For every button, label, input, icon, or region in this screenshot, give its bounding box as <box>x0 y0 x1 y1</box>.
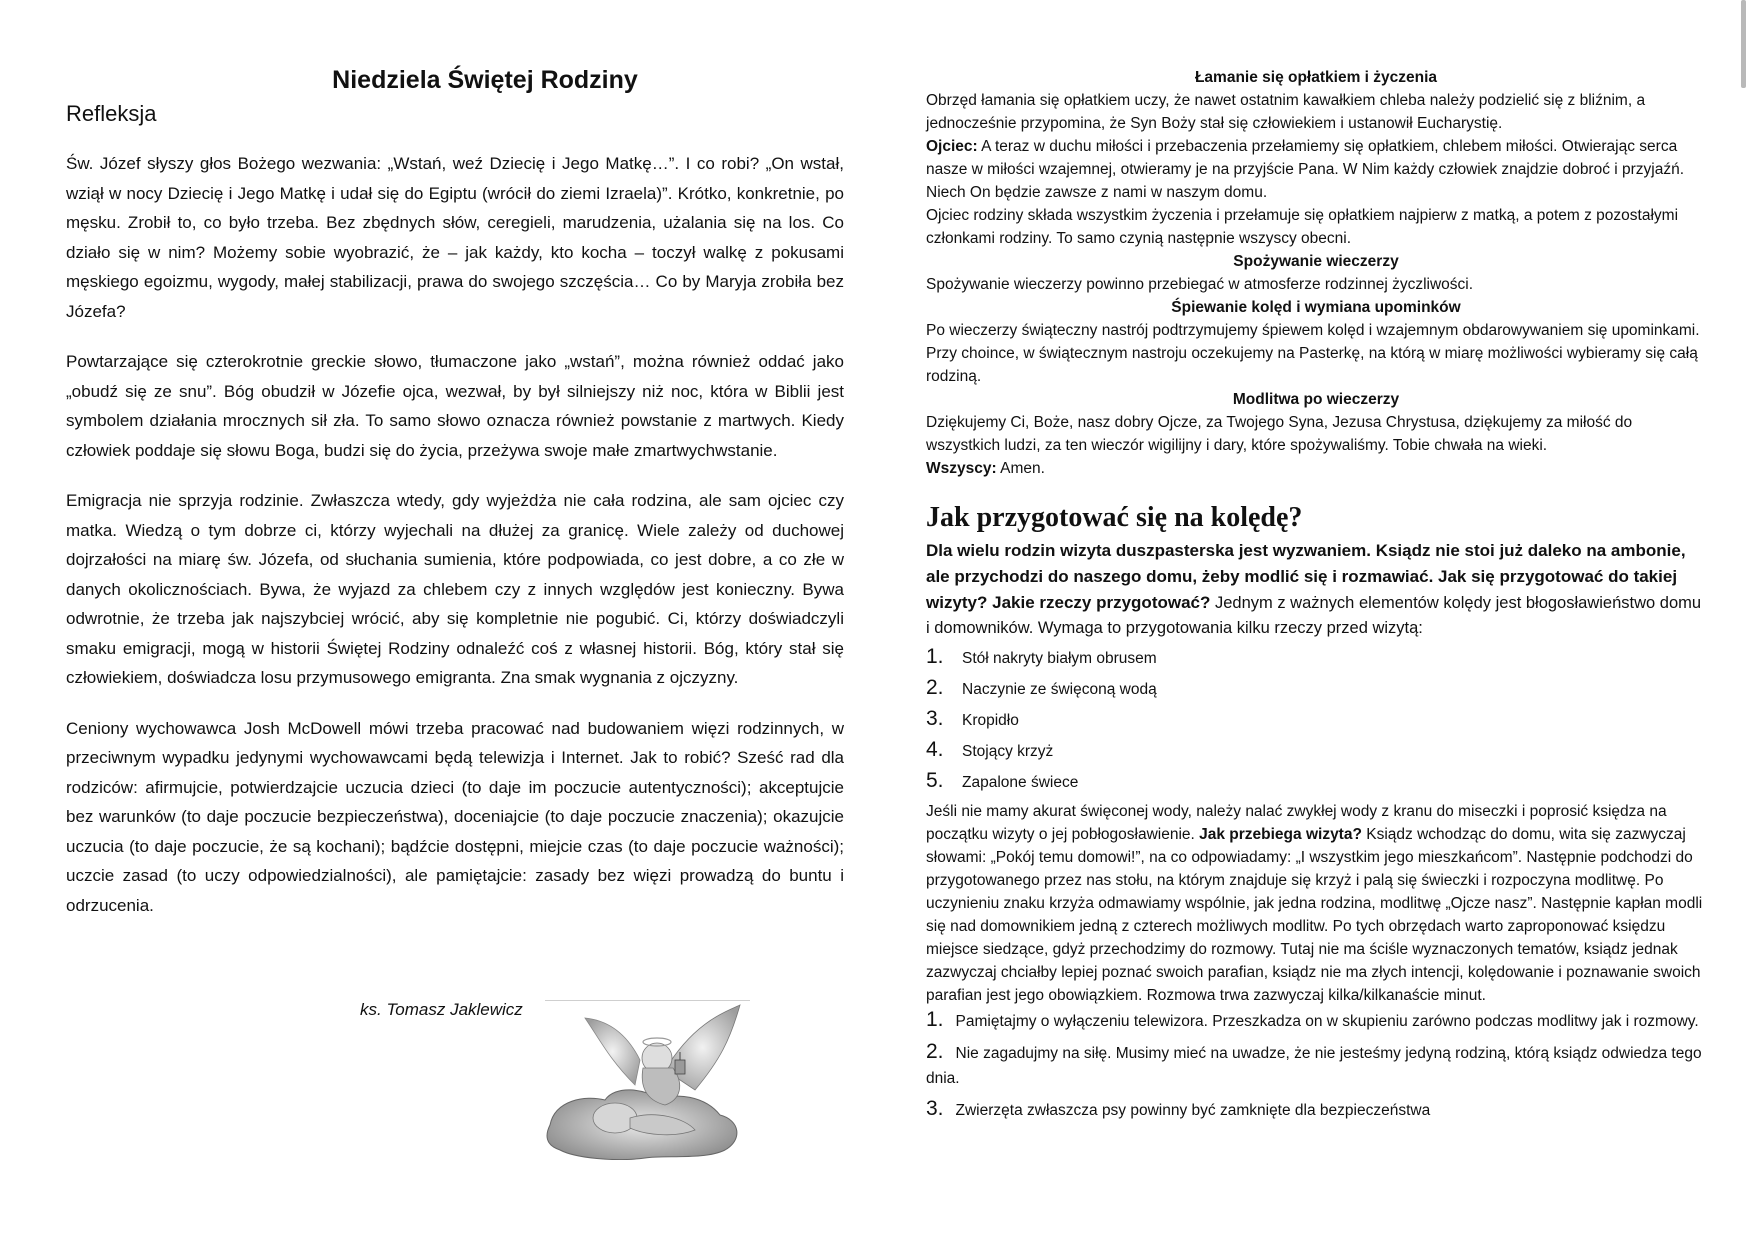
heading-koledy: Śpiewanie kolęd i wymiana upominków <box>1171 299 1461 316</box>
list-item-text: Kropidło <box>962 712 1019 729</box>
list-item <box>926 707 1706 738</box>
article-lead <box>926 538 1706 641</box>
paragraph-2: Powtarzające się czterokrotnie greckie słowo, tłumaczone jako „wstań”, można również oddać jako „obudź się ze snu”. Bóg obudził w Józefie ojca, wezwał, by był silniejszy niż noc, która w Biblii jest symbolem działania mrocznych sił zła. To samo słowo oznacza również powstanie z martwych. Kiedy człowiek poddaje się słowu Boga, budzi się do życia, przeżywa swoje małe zmartwychwstanie. <box>66 352 844 460</box>
label-father: Ojciec: <box>926 138 978 155</box>
tip-text: Nie zagadujmy na siłę. Musimy mieć na uwadze, że nie jesteśmy jedyną rodziną, którą ksiądz odwiedza tego dnia. <box>926 1045 1702 1087</box>
paragraph-modlitwa: Dziękujemy Ci, Boże, nasz dobry Ojcze, za Twojego Syna, Jezusa Chrystusa, dziękujemy za miłość do wszystkich ludzi, za ten wieczór wigilijny i dary, które spożywaliśmy. Tobie chwała na wieki. <box>926 414 1633 454</box>
heading-modlitwa: Modlitwa po wieczerzy <box>1232 391 1400 408</box>
text-amen: Amen. <box>996 460 1045 477</box>
list-item <box>926 1039 1706 1091</box>
lead-bold: Dla wielu rodzin wizyta duszpasterska jest wyzwaniem. Ksiądz nie stoi już daleko na ambonie, ale przychodzi do naszego domu, żeby modlić się i rozmawiać. Jak się przygotować do takiej wizyty? Jakie rzeczy przygotować? <box>926 541 1686 612</box>
list-item <box>926 738 1706 769</box>
list-item-number: 3. <box>926 707 944 730</box>
visit-text-b: Ksiądz wchodząc do domu, wita się zazwyczaj słowami: „Pokój temu domowi!”, na co odpowiadamy: „I wszystkim jego mieszkańcom”. Następnie podchodzi do przygotowanego przez nas stołu, na którym znajduje się krzyż i palą się świeczki i rozpoczyna modlitwę. Po uczynieniu znaku krzyża odmawiamy wspólnie, jak jedna rodzina, modlitwę „Ojcze nasz”. Następnie kapłan modli się nad domownikiem jedną z czterech możliwych modlitw. Po tych obrzędach warto zaproponować księdzu miejsce siedzące, gdyż przechodzimy do rozmowy. Tutaj nie ma ściśle wyznaczonych tematów, ksiądz jednak zazwyczaj chciałby lepiej poznać swoich parafian, ksiądz nie ma złych intencji, kolędowanie i poznawanie swoich parafian jest jego obowiązkiem. Rozmowa trwa zazwyczaj kilka/kilkanaście minut. <box>926 826 1703 1004</box>
tip-number: 2. <box>926 1040 944 1063</box>
author-signature: ks. Tomasz Jaklewicz <box>360 1000 523 1019</box>
heading-oplatek: Łamanie się opłatkiem i życzenia <box>1194 69 1438 86</box>
tip-number: 3. <box>926 1097 944 1120</box>
tip-number: 1. <box>926 1008 944 1031</box>
paragraph-wieczerza: Spożywanie wieczerzy powinno przebiegać w atmosferze rodzinnej życzliwości. <box>926 276 1474 293</box>
tips-list <box>926 1007 1706 1123</box>
page-title: Niedziela Świętej Rodziny <box>332 66 638 94</box>
list-item-number: 4. <box>926 738 944 761</box>
scrollbar-thumb[interactable] <box>1741 0 1746 88</box>
paragraph-father <box>926 135 1706 204</box>
article-title: Jak przygotować się na kolędę? <box>926 502 1303 533</box>
section-subtitle: Refleksja <box>66 101 157 126</box>
label-all: Wszyscy: <box>926 460 997 477</box>
tip-text: Pamiętajmy o wyłączeniu telewizora. Przeszkadza on w skupieniu zarówno podczas modlitwy jak i rozmowy. <box>955 1013 1699 1030</box>
text-father: A teraz w duchu miłości i przebaczenia przełamiemy się opłatkiem, chlebem miłości. Otwierając serca nasze w miłości wzajemnej, otwieramy je na przyjście Pana. W Nim każdy człowiek znajdzie dobroć i przyjaźń. Niech On będzie zawsze z nami w naszym domu. <box>926 138 1685 201</box>
list-item <box>926 676 1706 707</box>
list-item-text: Naczynie ze święconą wodą <box>962 681 1157 698</box>
paragraph-visit <box>926 800 1706 1007</box>
list-item <box>926 769 1706 800</box>
list-item <box>926 1096 1706 1123</box>
visit-text-a: Jeśli nie mamy akurat święconej wody, należy nalać zwykłej wody z kranu do miseczki i poprosić księdza na początku wizyty o jej pobłogosławienie. <box>926 803 1667 843</box>
list-item <box>926 645 1706 676</box>
paragraph-oplatek: Obrzęd łamania się opłatkiem uczy, że nawet ostatnim kawałkiem chleba należy podzielić się z bliźnim, a jednocześnie przypomina, że Syn Boży stał się człowiekiem i ustanowił Eucharystię. <box>926 92 1646 132</box>
angel-illustration-icon <box>545 1000 745 1160</box>
heading-wieczerza: Spożywanie wieczerzy <box>1233 253 1399 270</box>
paragraph-1: Św. Józef słyszy głos Bożego wezwania: „Wstań, weź Dziecię i Jego Matkę…”. I co robi? „On wstał, wziął w nocy Dziecię i Jego Matkę i udał się do Egiptu (wrócił do ziemi Izraela)”. Krótko, konkretnie, po męsku. Zrobił to, co było trzeba. Bez zbędnych słów, ceregieli, marudzenia, użalania się na los. Co działo się w nim? Możemy sobie wyobrazić, że – jak każdy, kto kocha – toczył walkę z pokusami męskiego egoizmu, wygody, małej stabilizacji, prawa do swojego szczęścia… Co by Maryja zrobiła bez Józefa? <box>66 154 844 321</box>
list-item <box>926 1007 1706 1034</box>
list-item-text: Stojący krzyż <box>962 743 1054 760</box>
required-items-list <box>926 645 1706 800</box>
paragraph-3: Emigracja nie sprzyja rodzinie. Zwłaszcza wtedy, gdy wyjeżdża nie cała rodzina, ale sam ojciec czy matka. Wiedzą o tym dobrze ci, którzy wyjechali na dłużej za granicę. Wiele zależy od duchowej dojrzałości na miarę św. Józefa, od słuchania sumienia, które podpowiada, co jest dobre, a co złe w danych okolicznościach. Bywa, że wyjazd za chlebem czy z innych względów jest konieczny. Bywa odwrotnie, że trzeba jak najszybciej wrócić, aby się kompletnie nie pogubić. Ci, którzy doświadczyli smaku emigracji, mogą w historii Świętej Rodziny odnaleźć coś z własnej historii. Bóg, który stał się człowiekiem, doświadcza losu przymusowego emigranta. Zna smak wygnania z ojczyzny. <box>66 491 844 687</box>
visit-question: Jak przebiega wizyta? <box>1199 826 1362 843</box>
lead-rest: Jednym z ważnych elementów kolędy jest błogosławieństwo domu i domowników. Wymaga to przygotowania kilku rzeczy przed wizytą: <box>926 594 1702 637</box>
list-item-number: 1. <box>926 645 944 668</box>
paragraph-wishes: Ojciec rodziny składa wszystkim życzenia i przełamuje się opłatkiem najpierw z matką, a potem z pozostałymi członkami rodziny. To samo czynią następnie wszyscy obecni. <box>926 207 1679 247</box>
paragraph-amen <box>926 457 1706 480</box>
list-item-text: Zapalone świece <box>962 774 1079 791</box>
left-column <box>66 66 844 1019</box>
paragraph-4: Ceniony wychowawca Josh McDowell mówi trzeba pracować nad budowaniem więzi rodzinnych, w przeciwnym wypadku jedynymi wychowawcami będą telewizja i Internet. Jak to robić? Sześć rad dla rodziców: afirmujcie, potwierdzajcie uczucia dzieci (to daje im poczucie autentyczności); akceptujcie bez warunków (to daje poczucie bezpieczeństwa), doceniajcie (to daje poczucie znaczenia); okazujcie uczucia (to daje poczucie, że są kochani); bądźcie dostępni, miejcie czas (to daje poczucie ważności); uczcie zasad (to uczy odpowiedzialności), ale pamiętajcie: zasady bez więzi prowadzą do buntu i odrzucenia. <box>66 718 844 915</box>
list-item-number: 2. <box>926 676 944 699</box>
right-column <box>926 66 1706 1128</box>
paragraph-koledy: Po wieczerzy świąteczny nastrój podtrzymujemy śpiewem kolęd i wzajemnym obdarowywaniem się upominkami. Przy choince, w świątecznym nastroju oczekujemy na Pasterkę, na którą w miarę możliwości wybieramy się całą rodziną. <box>926 322 1700 385</box>
tip-text: Zwierzęta zwłaszcza psy powinny być zamknięte dla bezpieczeństwa <box>955 1102 1431 1119</box>
list-item-text: Stół nakryty białym obrusem <box>962 650 1157 667</box>
list-item-number: 5. <box>926 769 944 792</box>
